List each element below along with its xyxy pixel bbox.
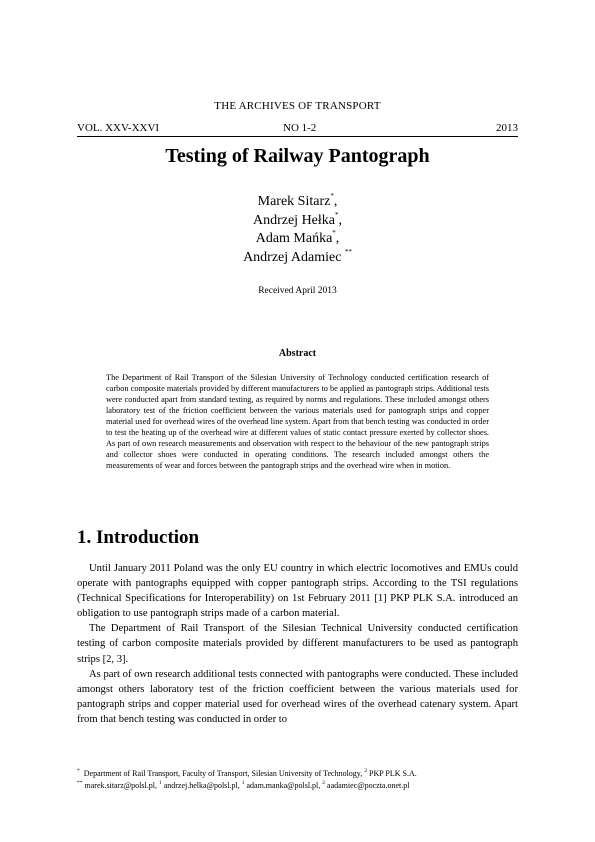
author-name: Marek Sitarz — [257, 194, 331, 209]
body-paragraph: Until January 2011 Poland was the only EU country in which electric locomotives and EMUs could operate with pantographs equipped with copper pantograph strips. According to the TSI regulations (Technical Specifications for Interoperability) on 1st February 2011 [1] PKP PLK S.A. introduced an obligation to use pantograph strips made of a carbon material. — [77, 563, 518, 620]
footnote-emails — [77, 780, 518, 792]
footnote-mark: 1 — [158, 779, 162, 786]
author-email: marek.sitarz@polsl.pl, — [84, 780, 157, 790]
body-paragraph: The Department of Rail Transport of the Silesian Technical University conducted certification testing of carbon composite materials provided by different manufacturers to be used as pantograph strips [2, 3]. — [77, 623, 518, 665]
author-email: adam.manka@polsl.pl, — [246, 780, 321, 790]
paper-title: Testing of Railway Pantograph — [165, 145, 430, 167]
section-heading: 1. Introduction — [77, 527, 200, 548]
footnote-mark: 2 — [322, 779, 326, 786]
author-affiliation-mark: * — [330, 192, 334, 200]
author-name: Andrzej Hełka — [252, 212, 336, 228]
footnote-mark: 2 — [364, 768, 368, 774]
section-body — [77, 561, 518, 727]
author-email: andrzej.helka@polsl.pl, — [163, 780, 240, 790]
author-name: Adam Mańka — [255, 231, 333, 246]
author-name: Andrzej Adamiec — [243, 249, 342, 265]
author-affiliation-mark: * — [332, 229, 336, 237]
issue-number: NO 1-2 — [283, 122, 317, 134]
author-entry — [0, 212, 595, 231]
received-date: Received April 2013 — [258, 286, 337, 296]
abstract-heading: Abstract — [278, 348, 317, 359]
author-separator: , — [338, 212, 343, 228]
journal-title: THE ARCHIVES OF TRANSPORT — [214, 100, 381, 112]
footnotes — [77, 768, 518, 791]
footnote-mark: * — [77, 768, 80, 774]
author-separator: , — [333, 194, 338, 209]
author-entry — [0, 193, 595, 212]
footnote-mark: ** — [77, 779, 83, 786]
author-affiliation-mark: ** — [344, 247, 352, 256]
issue-year: 2013 — [496, 122, 518, 134]
header-divider — [77, 136, 518, 137]
author-email: aadamiec@poczta.onet.pl — [327, 780, 410, 790]
author-list — [0, 193, 595, 267]
author-entry — [0, 249, 595, 268]
abstract-text: The Department of Rail Transport of the Silesian University of Technology conducted certification research of carbon composite materials provided by different manufacturers to be applied as pantograph strips. Additional tests were conducted apart from standard testing, as required by norms and regulations. These included amongst others laboratory test of the friction coefficient between the various materials used for pantograph strips and copper material used for overhead wires of the overhead line system. Apart from that bench testing was conducted in order to test the heating up of the overhead wire at different values of static contact pressure exerted by collector shoes. As part of own research measurements and observation with respect to the behaviour of the new pantograph strips and collector shoes were conducted in operating conditions. The research included amongst others the measurements of wear and forces between the pantograph strips and the overhead wire when in motion. — [106, 373, 489, 470]
body-paragraph: As part of own research additional tests connected with pantographs were conducted. These included amongst others laboratory test of the friction coefficient between the various materials used for pantograph strips and copper material used for overhead wires of the overhead catenary system. Apart from that bench testing was conducted in order to — [77, 668, 518, 725]
footnote-text: PKP PLK S.A. — [369, 769, 417, 778]
footnote-text: Department of Rail Transport, Faculty of Transport, Silesian University of Technology, — [83, 769, 363, 778]
author-entry — [0, 230, 595, 249]
footnote-affiliation — [77, 768, 518, 780]
footnote-mark: 1 — [241, 779, 245, 786]
author-affiliation-mark: * — [335, 210, 339, 219]
volume-label: VOL. XXV-XXVI — [77, 122, 160, 134]
author-separator: , — [335, 231, 340, 246]
